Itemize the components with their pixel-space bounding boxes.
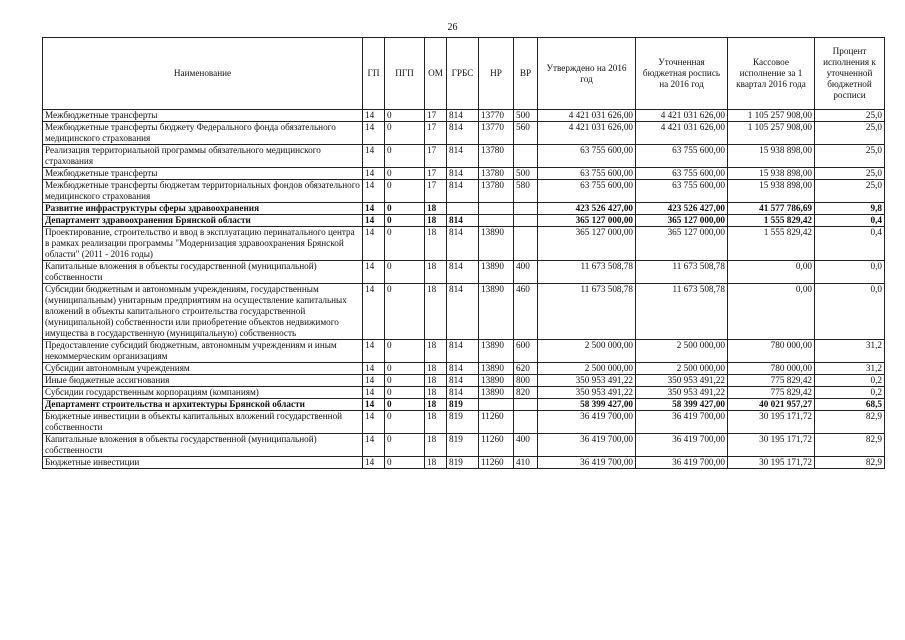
- cell-np: 11260: [479, 434, 514, 457]
- cell-name: Межбюджетные трансферты бюджетам территориальных фондов обязательного медицинского страхования: [43, 180, 363, 203]
- cell-vr: 460: [514, 284, 538, 340]
- cell-cash: 15 938 898,00: [728, 145, 815, 168]
- table-row: [43, 375, 885, 387]
- cell-om: 18: [425, 340, 447, 363]
- cell-om: 18: [425, 411, 447, 434]
- cell-approved: 2 500 000,00: [538, 340, 636, 363]
- cell-gp: 14: [363, 227, 385, 261]
- cell-percent: 25,0: [815, 145, 885, 168]
- header-vr: ВР: [514, 38, 538, 110]
- cell-percent: 0,0: [815, 284, 885, 340]
- cell-om: 17: [425, 180, 447, 203]
- cell-grbs: 814: [447, 227, 479, 261]
- cell-grbs: 814: [447, 261, 479, 284]
- cell-grbs: 819: [447, 457, 479, 469]
- cell-name: Субсидии государственным корпорациям (компаниям): [43, 387, 363, 399]
- cell-name: Капитальные вложения в объекты государственной (муниципальной) собственности: [43, 261, 363, 284]
- cell-cash: 41 577 786,69: [728, 203, 815, 215]
- cell-percent: 31,2: [815, 340, 885, 363]
- cell-cash: 15 938 898,00: [728, 180, 815, 203]
- header-approved: Утверждено на 2016 год: [538, 38, 636, 110]
- cell-cash: 15 938 898,00: [728, 168, 815, 180]
- cell-approved: 365 127 000,00: [538, 215, 636, 227]
- cell-percent: 25,0: [815, 168, 885, 180]
- cell-approved: 423 526 427,00: [538, 203, 636, 215]
- cell-vr: 800: [514, 375, 538, 387]
- cell-refined: 11 673 508,78: [636, 284, 728, 340]
- cell-gp: 14: [363, 168, 385, 180]
- cell-percent: 31,2: [815, 363, 885, 375]
- cell-gp: 14: [363, 203, 385, 215]
- cell-np: 13890: [479, 227, 514, 261]
- cell-om: 18: [425, 375, 447, 387]
- cell-pgp: 0: [385, 457, 425, 469]
- table-row: [43, 340, 885, 363]
- cell-refined: 350 953 491,22: [636, 387, 728, 399]
- cell-refined: 63 755 600,00: [636, 145, 728, 168]
- cell-pgp: 0: [385, 215, 425, 227]
- cell-percent: 0,0: [815, 261, 885, 284]
- table-row: [43, 411, 885, 434]
- cell-pgp: 0: [385, 387, 425, 399]
- cell-approved: 365 127 000,00: [538, 227, 636, 261]
- cell-pgp: 0: [385, 261, 425, 284]
- cell-cash: 0,00: [728, 261, 815, 284]
- cell-gp: 14: [363, 411, 385, 434]
- cell-cash: 1 555 829,42: [728, 215, 815, 227]
- cell-approved: 63 755 600,00: [538, 145, 636, 168]
- cell-np: 13770: [479, 110, 514, 122]
- cell-vr: [514, 411, 538, 434]
- cell-cash: 30 195 171,72: [728, 411, 815, 434]
- cell-np: 13890: [479, 284, 514, 340]
- cell-cash: 1 105 257 908,00: [728, 122, 815, 145]
- cell-pgp: 0: [385, 411, 425, 434]
- cell-refined: 2 500 000,00: [636, 340, 728, 363]
- cell-gp: 14: [363, 434, 385, 457]
- cell-pgp: 0: [385, 203, 425, 215]
- cell-om: 17: [425, 110, 447, 122]
- cell-refined: 350 953 491,22: [636, 375, 728, 387]
- cell-refined: 365 127 000,00: [636, 215, 728, 227]
- cell-om: 18: [425, 399, 447, 411]
- cell-gp: 14: [363, 340, 385, 363]
- cell-percent: 25,0: [815, 122, 885, 145]
- cell-om: 18: [425, 363, 447, 375]
- cell-grbs: 814: [447, 375, 479, 387]
- cell-name: Предоставление субсидий бюджетным, автономным учреждениям и иным некоммерческим организациям: [43, 340, 363, 363]
- cell-gp: 14: [363, 387, 385, 399]
- cell-vr: [514, 203, 538, 215]
- cell-refined: 63 755 600,00: [636, 168, 728, 180]
- table-row: [43, 110, 885, 122]
- cell-cash: 30 195 171,72: [728, 434, 815, 457]
- cell-percent: 82,9: [815, 457, 885, 469]
- cell-pgp: 0: [385, 399, 425, 411]
- cell-vr: 620: [514, 363, 538, 375]
- cell-approved: 11 673 508,78: [538, 261, 636, 284]
- cell-np: 13890: [479, 375, 514, 387]
- header-om: ОМ: [425, 38, 447, 110]
- cell-refined: 58 399 427,00: [636, 399, 728, 411]
- cell-cash: 780 000,00: [728, 340, 815, 363]
- cell-refined: 11 673 508,78: [636, 261, 728, 284]
- cell-grbs: 814: [447, 168, 479, 180]
- budget-table: [42, 37, 885, 469]
- cell-name: Межбюджетные трансферты: [43, 110, 363, 122]
- cell-cash: 1 555 829,42: [728, 227, 815, 261]
- cell-approved: 350 953 491,22: [538, 375, 636, 387]
- cell-percent: 82,9: [815, 434, 885, 457]
- table-row: [43, 457, 885, 469]
- cell-grbs: 814: [447, 340, 479, 363]
- cell-np: [479, 203, 514, 215]
- cell-om: 18: [425, 215, 447, 227]
- cell-grbs: 814: [447, 387, 479, 399]
- cell-pgp: 0: [385, 122, 425, 145]
- cell-approved: 63 755 600,00: [538, 168, 636, 180]
- cell-percent: 25,0: [815, 110, 885, 122]
- cell-gp: 14: [363, 215, 385, 227]
- cell-np: 13890: [479, 387, 514, 399]
- cell-vr: 820: [514, 387, 538, 399]
- cell-pgp: 0: [385, 340, 425, 363]
- cell-cash: 775 829,42: [728, 375, 815, 387]
- cell-om: 18: [425, 434, 447, 457]
- header-cash: Кассовое исполнение за 1 квартал 2016 года: [728, 38, 815, 110]
- cell-cash: 780 000,00: [728, 363, 815, 375]
- cell-grbs: 814: [447, 110, 479, 122]
- page-number: 26: [447, 22, 458, 33]
- cell-vr: 580: [514, 180, 538, 203]
- cell-name: Реализация территориальной программы обязательного медицинского страхования: [43, 145, 363, 168]
- cell-np: 13780: [479, 168, 514, 180]
- cell-pgp: 0: [385, 180, 425, 203]
- cell-gp: 14: [363, 145, 385, 168]
- cell-vr: [514, 227, 538, 261]
- cell-percent: 9,8: [815, 203, 885, 215]
- cell-pgp: 0: [385, 375, 425, 387]
- header-percent: Процент исполнения к уточненной бюджетной росписи: [815, 38, 885, 110]
- table-row: [43, 180, 885, 203]
- cell-percent: 25,0: [815, 180, 885, 203]
- cell-vr: 600: [514, 340, 538, 363]
- cell-name: Субсидии бюджетным и автономным учреждениям, государственным (муниципальным) унитарным предприятиям на осуществление капитальных вложений в объекты капитального строительства государственной (муниципальной) собственности или приобретение объектов недвижимого имущества в государственную (муниципальную) собственность: [43, 284, 363, 340]
- cell-grbs: 814: [447, 363, 479, 375]
- header-refined: Уточненная бюджетная роспись на 2016 год: [636, 38, 728, 110]
- cell-cash: 775 829,42: [728, 387, 815, 399]
- cell-approved: 4 421 031 626,00: [538, 110, 636, 122]
- cell-approved: 36 419 700,00: [538, 457, 636, 469]
- cell-pgp: 0: [385, 110, 425, 122]
- cell-gp: 14: [363, 122, 385, 145]
- cell-refined: 36 419 700,00: [636, 457, 728, 469]
- table-row: [43, 203, 885, 215]
- cell-gp: 14: [363, 457, 385, 469]
- cell-pgp: 0: [385, 363, 425, 375]
- cell-cash: 40 021 957,27: [728, 399, 815, 411]
- table-row: [43, 145, 885, 168]
- cell-gp: 14: [363, 284, 385, 340]
- cell-np: 13890: [479, 340, 514, 363]
- cell-np: [479, 399, 514, 411]
- cell-pgp: 0: [385, 284, 425, 340]
- cell-name: Бюджетные инвестиции: [43, 457, 363, 469]
- cell-np: 11260: [479, 457, 514, 469]
- table-header: [43, 38, 885, 110]
- cell-pgp: 0: [385, 227, 425, 261]
- table-body: [43, 110, 885, 469]
- cell-name: Департамент здравоохранения Брянской области: [43, 215, 363, 227]
- cell-vr: [514, 145, 538, 168]
- cell-approved: 2 500 000,00: [538, 363, 636, 375]
- cell-vr: 500: [514, 168, 538, 180]
- cell-vr: 400: [514, 261, 538, 284]
- cell-grbs: 814: [447, 284, 479, 340]
- cell-refined: 4 421 031 626,00: [636, 110, 728, 122]
- cell-grbs: 819: [447, 399, 479, 411]
- cell-om: 18: [425, 457, 447, 469]
- cell-cash: 30 195 171,72: [728, 457, 815, 469]
- cell-name: Межбюджетные трансферты: [43, 168, 363, 180]
- cell-refined: 36 419 700,00: [636, 411, 728, 434]
- cell-om: 17: [425, 168, 447, 180]
- cell-np: 13780: [479, 180, 514, 203]
- table-row: [43, 261, 885, 284]
- cell-grbs: 819: [447, 411, 479, 434]
- cell-refined: 36 419 700,00: [636, 434, 728, 457]
- cell-vr: [514, 215, 538, 227]
- cell-refined: 2 500 000,00: [636, 363, 728, 375]
- cell-approved: 4 421 031 626,00: [538, 122, 636, 145]
- cell-om: 18: [425, 261, 447, 284]
- cell-refined: 63 755 600,00: [636, 180, 728, 203]
- cell-name: Проектирование, строительство и ввод в эксплуатацию перинатального центра в рамках реализации программы "Модернизация здравоохранения Брянской области" (2011 - 2016 годы): [43, 227, 363, 261]
- header-grbs: ГРБС: [447, 38, 479, 110]
- cell-percent: 68,5: [815, 399, 885, 411]
- header-np: НР: [479, 38, 514, 110]
- table-row: [43, 122, 885, 145]
- cell-om: 17: [425, 122, 447, 145]
- cell-grbs: 814: [447, 215, 479, 227]
- cell-approved: 36 419 700,00: [538, 411, 636, 434]
- cell-gp: 14: [363, 399, 385, 411]
- cell-name: Капитальные вложения в объекты государственной (муниципальной) собственности: [43, 434, 363, 457]
- table-row: [43, 399, 885, 411]
- cell-approved: 350 953 491,22: [538, 387, 636, 399]
- cell-refined: 4 421 031 626,00: [636, 122, 728, 145]
- cell-name: Развитие инфраструктуры сферы здравоохранения: [43, 203, 363, 215]
- cell-np: 13890: [479, 261, 514, 284]
- cell-vr: 410: [514, 457, 538, 469]
- cell-grbs: 814: [447, 122, 479, 145]
- header-pgp: ПГП: [385, 38, 425, 110]
- cell-refined: 365 127 000,00: [636, 227, 728, 261]
- cell-percent: 0,4: [815, 215, 885, 227]
- cell-om: 18: [425, 387, 447, 399]
- cell-np: 13780: [479, 145, 514, 168]
- cell-np: 13890: [479, 363, 514, 375]
- header-gp: ГП: [363, 38, 385, 110]
- cell-om: 18: [425, 284, 447, 340]
- cell-np: 11260: [479, 411, 514, 434]
- table-row: [43, 387, 885, 399]
- header-name: Наименование: [43, 38, 363, 110]
- cell-gp: 14: [363, 375, 385, 387]
- cell-name: Субсидии автономным учреждениям: [43, 363, 363, 375]
- cell-name: Иные бюджетные ассигнования: [43, 375, 363, 387]
- cell-om: 17: [425, 145, 447, 168]
- cell-gp: 14: [363, 261, 385, 284]
- cell-vr: 500: [514, 110, 538, 122]
- cell-grbs: 814: [447, 145, 479, 168]
- cell-approved: 11 673 508,78: [538, 284, 636, 340]
- table-row: [43, 434, 885, 457]
- cell-cash: 1 105 257 908,00: [728, 110, 815, 122]
- cell-refined: 423 526 427,00: [636, 203, 728, 215]
- cell-approved: 36 419 700,00: [538, 434, 636, 457]
- cell-percent: 0,2: [815, 387, 885, 399]
- cell-name: Бюджетные инвестиции в объекты капитальных вложений государственной собственности: [43, 411, 363, 434]
- cell-grbs: 819: [447, 434, 479, 457]
- cell-gp: 14: [363, 110, 385, 122]
- cell-vr: 400: [514, 434, 538, 457]
- cell-gp: 14: [363, 180, 385, 203]
- cell-vr: 560: [514, 122, 538, 145]
- cell-np: [479, 215, 514, 227]
- cell-grbs: 814: [447, 180, 479, 203]
- table-row: [43, 363, 885, 375]
- cell-percent: 82,9: [815, 411, 885, 434]
- table-row: [43, 168, 885, 180]
- cell-pgp: 0: [385, 168, 425, 180]
- table-row: [43, 215, 885, 227]
- cell-grbs: [447, 203, 479, 215]
- cell-name: Департамент строительства и архитектуры Брянской области: [43, 399, 363, 411]
- table-row: [43, 284, 885, 340]
- cell-vr: [514, 399, 538, 411]
- cell-percent: 0,2: [815, 375, 885, 387]
- cell-approved: 63 755 600,00: [538, 180, 636, 203]
- cell-pgp: 0: [385, 145, 425, 168]
- cell-om: 18: [425, 203, 447, 215]
- cell-approved: 58 399 427,00: [538, 399, 636, 411]
- cell-om: 18: [425, 227, 447, 261]
- cell-pgp: 0: [385, 434, 425, 457]
- cell-gp: 14: [363, 363, 385, 375]
- cell-name: Межбюджетные трансферты бюджету Федерального фонда обязательного медицинского страхования: [43, 122, 363, 145]
- cell-percent: 0,4: [815, 227, 885, 261]
- table-row: [43, 227, 885, 261]
- cell-cash: 0,00: [728, 284, 815, 340]
- cell-np: 13770: [479, 122, 514, 145]
